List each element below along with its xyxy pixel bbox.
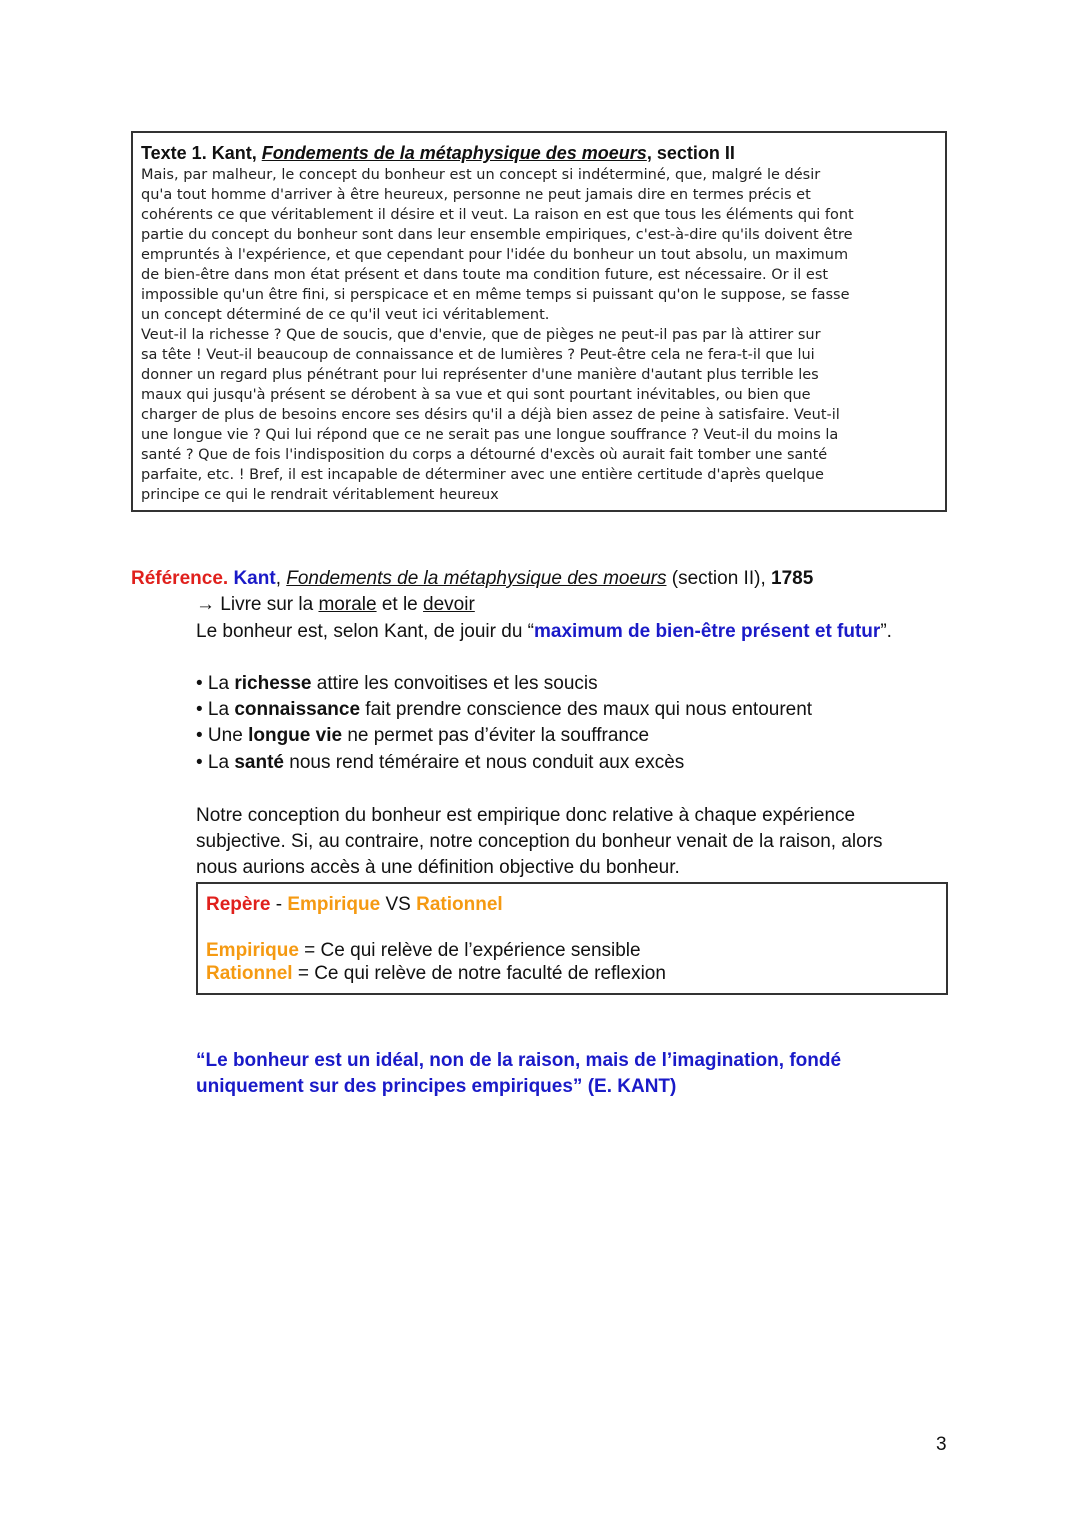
book-mid: et le (376, 594, 424, 615)
repere-term-empirique: Empirique (287, 894, 381, 915)
bullet-pre: • La (196, 752, 235, 773)
text-line: donner un regard plus pénétrant pour lui représenter d'une manière d'autant plus terrible les (141, 367, 819, 383)
list-item (196, 672, 598, 696)
text-line: partie du concept du bonheur sont dans leur ensemble empiriques, c'est-à-dire qu'ils doivent être (141, 227, 853, 243)
text-line: Veut-il la richesse ? Que de soucis, que d'envie, que de pièges ne peut-il pas par là attirer sur (141, 327, 821, 343)
text-line: charger de plus de besoins encore ses désirs qu'il a déjà bien assez de peine à satisfaire. Veut-il (141, 407, 840, 423)
repere-heading (206, 893, 503, 917)
definition-text: = Ce qui relève de notre faculté de reflexion (292, 963, 666, 984)
reference-work: Fondements de la métaphysique des moeurs (286, 568, 667, 589)
quote-line: uniquement sur des principes empiriques” (E. KANT) (196, 1076, 677, 1097)
bullet-key: santé (234, 752, 284, 773)
text-line: une longue vie ? Qui lui répond que ce ne serait pas une longue souffrance ? Veut-il du moins la (141, 427, 839, 443)
text-title-prefix: Texte 1. Kant, (141, 143, 262, 163)
conclusion-line: nous aurions accès à une définition objective du bonheur. (196, 857, 680, 878)
bullet-post: attire les convoitises et les soucis (311, 673, 598, 694)
reference-year: 1785 (771, 568, 814, 589)
reference-label: Référence. (131, 568, 229, 589)
reference-author: Kant (233, 568, 276, 589)
book-prefix: → Livre sur la (196, 594, 319, 615)
reference-heading (131, 567, 813, 591)
reference-book-line (196, 593, 475, 617)
book-morale: morale (318, 594, 377, 615)
text-line: de bien-être dans mon état présent et dans toute ma condition future, est nécessaire. Or il est (141, 267, 829, 283)
definition-suffix: ”. (880, 621, 892, 642)
repere-term-rationnel: Rationnel (416, 894, 503, 915)
bullet-pre: • Une (196, 725, 249, 746)
text-line: sa tête ! Veut-il beaucoup de connaissance et de lumières ? Peut-être cela ne fera-t-il que lui (141, 347, 815, 363)
text-title-suffix: , section II (646, 143, 735, 163)
bullet-key: connaissance (234, 699, 361, 720)
definition-highlight: maximum de bien-être présent et futur (534, 621, 881, 642)
bullet-key: longue vie (248, 725, 343, 746)
text-line: qu'a tout homme d'arriver à être heureux, personne ne peut jamais dire en termes précis et (141, 187, 811, 203)
text-title (141, 142, 735, 164)
definition-text: = Ce qui relève de l’expérience sensible (298, 940, 641, 961)
bullet-post: fait prendre conscience des maux qui nous entourent (360, 699, 813, 720)
list-item (196, 698, 812, 722)
reference-section: (section II), (666, 568, 771, 589)
text-line: empruntés à l'expérience, et que cependant pour l'idée du bonheur un tout absolu, un maximum (141, 247, 849, 263)
bullet-post: nous rend téméraire et nous conduit aux excès (283, 752, 685, 773)
bullet-key: richesse (234, 673, 312, 694)
text-title-work: Fondements de la métaphysique des moeurs (261, 143, 647, 163)
definition-prefix: Le bonheur est, selon Kant, de jouir du “ (196, 621, 535, 642)
quote-line: “Le bonheur est un idéal, non de la raison, mais de l’imagination, fondé (196, 1050, 842, 1071)
repere-definition-rationnel (206, 962, 666, 986)
bullet-pre: • La (196, 673, 235, 694)
text-line: Mais, par malheur, le concept du bonheur est un concept si indéterminé, que, malgré le désir (141, 167, 821, 183)
reference-definition (196, 620, 892, 644)
text-line: maux qui jusqu'à présent se dérobent à sa vue et qui sont pourtant inévitables, ou bien que (141, 387, 811, 403)
repere-definition-empirique (206, 939, 641, 963)
reference-comma: , (275, 568, 281, 589)
text-line: cohérents ce que véritablement il désire et il veut. La raison en est que tous les éléments qui font (141, 207, 854, 223)
repere-dash: - (270, 894, 288, 915)
repere-label: Repère (206, 894, 271, 915)
conclusion-line: subjective. Si, au contraire, notre conception du bonheur venait de la raison, alors (196, 831, 883, 852)
bullet-post: ne permet pas d’éviter la souffrance (342, 725, 650, 746)
definition-term: Rationnel (206, 963, 293, 984)
text-line: principe ce qui le rendrait véritablement heureux (141, 487, 499, 503)
conclusion-line: Notre conception du bonheur est empirique donc relative à chaque expérience (196, 805, 856, 826)
definition-term: Empirique (206, 940, 299, 961)
repere-vs: VS (380, 894, 417, 915)
list-item (196, 724, 649, 748)
book-devoir: devoir (423, 594, 475, 615)
page-number: 3 (936, 1434, 947, 1455)
text-line: parfaite, etc. ! Bref, il est incapable de déterminer avec une entière certitude d'après quelque (141, 467, 824, 483)
text-line: santé ? Que de fois l'indisposition du corps a détourné d'excès où aurait fait tomber une santé (141, 447, 828, 463)
bullet-pre: • La (196, 699, 235, 720)
text-line: un concept déterminé de ce qu'il veut ici véritablement. (141, 307, 550, 323)
text-line: impossible qu'un être fini, si perspicace et en même temps si puissant qu'on le suppose, se fasse (141, 287, 850, 303)
list-item (196, 751, 684, 775)
